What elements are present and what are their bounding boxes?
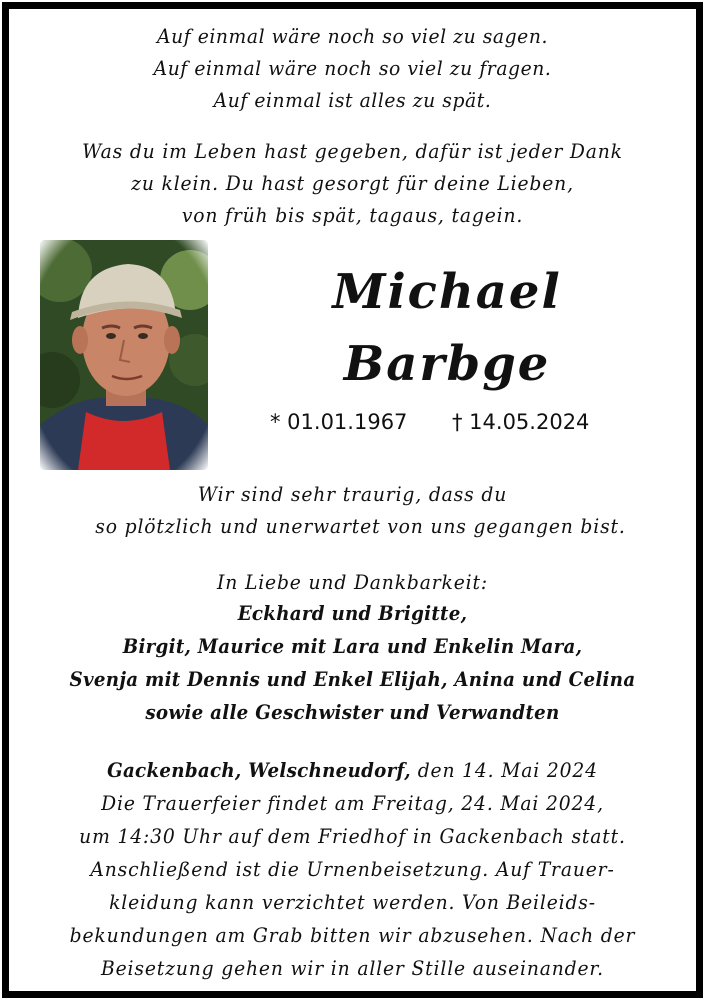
mourners-intro: In Liebe und Dankbarkeit: [217, 570, 488, 594]
verse-line-2: Auf einmal wäre noch so viel zu fragen. [153, 56, 552, 80]
birth-date: * 01.01.1967 [270, 410, 408, 434]
grief-line-2: so plötzlich und unerwartet von uns gegangen bist. [95, 514, 626, 538]
tribute-line-2: zu klein. Du hast gesorgt für deine Lieben, [131, 171, 574, 195]
mourner-line-1: Eckhard und Brigitte, [237, 602, 468, 625]
verse-line-1: Auf einmal wäre noch so viel zu sagen. [157, 24, 548, 48]
tribute-line-3: von früh bis spät, tagaus, tagein. [181, 203, 524, 227]
notice-line-5: bekundungen am Grab bitten wir abzusehen. Nach der [69, 923, 636, 947]
notice-line-4: kleidung kann verzichtet werden. Von Beileids- [109, 890, 596, 914]
deceased-first-name: Michael [332, 264, 562, 320]
mourner-line-3: Svenja mit Dennis und Enkel Elijah, Anina und Celina [69, 668, 636, 691]
notice-date: den 14. Mai 2024 [410, 758, 598, 782]
verse-line-3: Auf einmal ist alles zu spät. [213, 88, 492, 112]
place: Gackenbach, Welschneudorf, [107, 759, 411, 782]
portrait-photo [40, 240, 208, 470]
notice-line-2: um 14:30 Uhr auf dem Friedhof in Gackenbach statt. [79, 824, 626, 848]
mourner-line-2: Birgit, Maurice mit Lara und Enkelin Mara, [122, 635, 583, 658]
notice-line-1: Die Trauerfeier findet am Freitag, 24. Mai 2024, [101, 791, 604, 815]
grief-line-1: Wir sind sehr traurig, dass du [197, 482, 508, 506]
notice-line-6: Beisetzung gehen wir in aller Stille auseinander. [101, 956, 604, 980]
place-date-line [23, 760, 683, 781]
mourner-line-4: sowie alle Geschwister und Verwandten [145, 701, 560, 724]
deceased-last-name: Barbge [343, 336, 551, 392]
death-date: † 14.05.2024 [452, 410, 590, 434]
notice-line-3: Anschließend ist die Urnenbeisetzung. Auf Trauer- [90, 857, 615, 881]
tribute-line-1: Was du im Leben hast gegeben, dafür ist jeder Dank [82, 139, 623, 163]
